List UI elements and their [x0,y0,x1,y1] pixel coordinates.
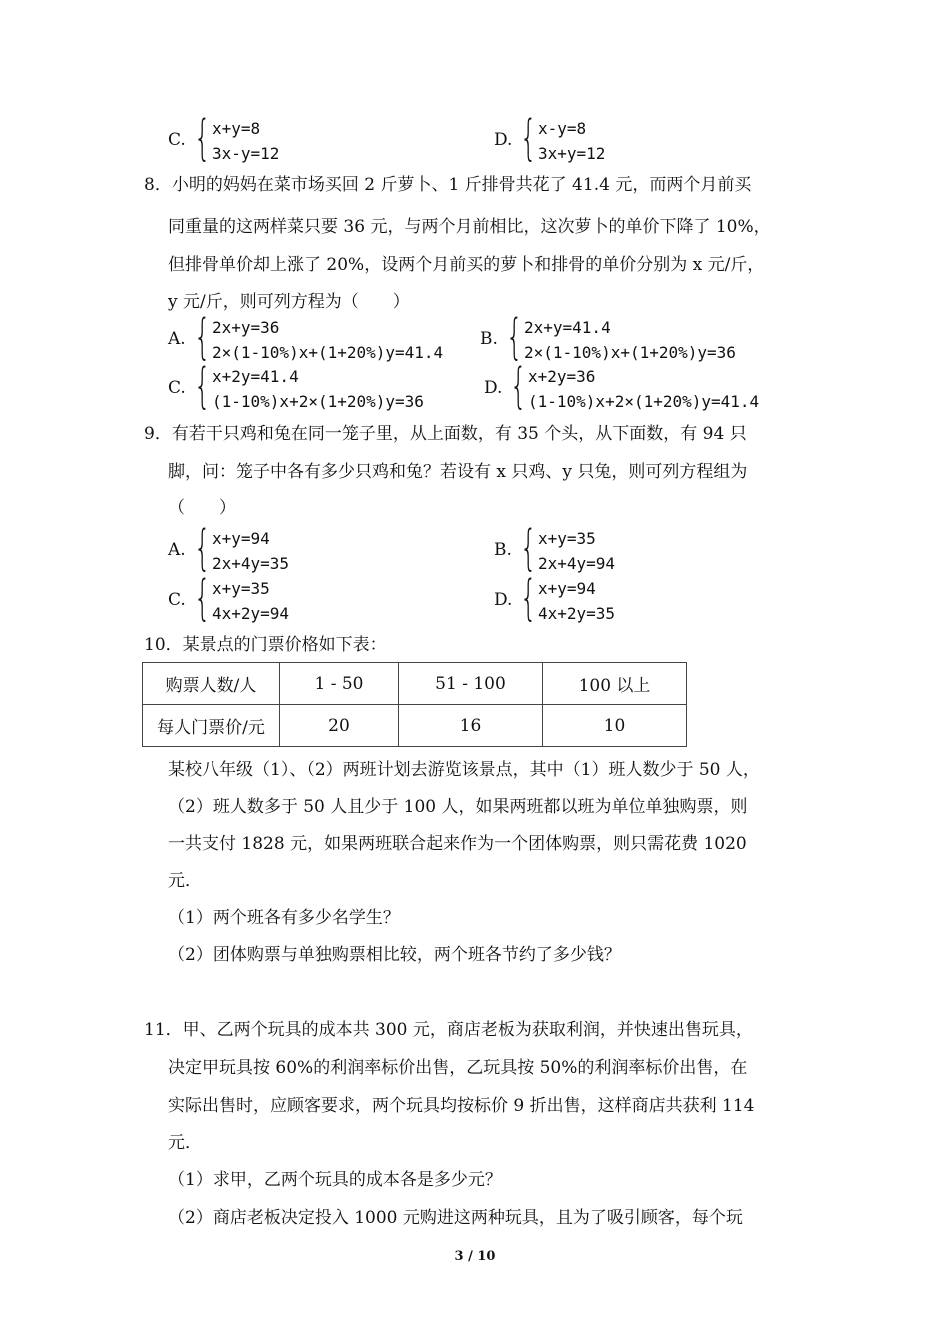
brace-icon: { [520,520,537,576]
table-cell: 10 [543,705,687,747]
q7-option-c [168,110,468,168]
q10-line-4: 元． [168,871,202,891]
q10-line-2: （2）班人数多于 50 人且少于 100 人，如果两班都以班为单位单独购票，则 [168,797,748,817]
equation-2: 2x+4y=94 [538,554,616,573]
q8-option-a [168,309,456,367]
equation-1: x+y=35 [538,529,596,548]
equation-1: 2x+y=36 [212,318,280,337]
q9-line-1: 9．有若干只鸡和兔在同一笼子里，从上面数，有 35 个头，从下面数，有 94 只 [144,424,747,444]
brace-icon: { [194,520,211,576]
q8-option-c [168,358,442,416]
table-cell: 51 - 100 [399,663,543,705]
option-label: B. [480,329,498,349]
brace-icon: { [194,110,211,166]
q10-line-1: 某校八年级（1）、（2）两班计划去游览该景点，其中（1）班人数少于 50 人， [168,760,760,780]
brace-icon: { [194,358,211,414]
q10-line-3: 一共支付 1828 元，如果两班联合起来作为一个团体购票，则只需花费 1020 [168,834,747,854]
q11-line-3: 实际出售时，应顾客要求，两个玩具均按标价 9 折出售，这样商店共获利 114 [168,1096,755,1116]
equation-1: x+y=94 [212,529,270,548]
table-cell: 20 [280,705,399,747]
equation-2: 3x+y=12 [538,144,606,163]
q11-sub-question-1: （1）求甲，乙两个玩具的成本各是多少元？ [168,1170,502,1190]
option-label: B. [494,540,512,560]
option-label: D. [494,130,513,150]
q8-line-1: 8．小明的妈妈在菜市场买回 2 斤萝卜、1 斤排骨共花了 41.4 元，而两个月前买 [144,175,752,195]
equation-1: x+2y=36 [528,367,596,386]
q8-line-4: y 元/斤，则可列方程为（ ） [168,292,410,312]
q9-line-3: （ ） [168,498,236,518]
q10-sub-question-2: （2）团体购票与单独购票相比较，两个班各节约了多少钱？ [168,945,621,965]
option-label: C. [168,378,186,398]
table-cell: 100 以上 [543,663,687,705]
equation-2: 4x+2y=35 [538,604,616,623]
equation-2: 4x+2y=94 [212,604,290,623]
q9-option-b [494,520,794,578]
q9-line-2: 脚，问：笼子中各有多少只鸡和兔？若设有 x 只鸡、y 只兔，则可列方程组为 [168,462,748,482]
equation-2: 2x+4y=35 [212,554,290,573]
option-label: A. [168,329,186,349]
table-cell: 购票人数/人 [143,663,280,705]
table-row [143,705,687,747]
equation-2: 2×(1-10%)x+(1+20%)y=41.4 [212,343,444,362]
table-row [143,663,687,705]
page-number: 3 / 10 [454,1249,496,1264]
equation-1: 2x+y=41.4 [524,318,611,337]
q11-line-4: 元． [168,1133,202,1153]
q10-intro: 10．某景点的门票价格如下表： [144,635,387,655]
equation-2: (1-10%)x+2×(1+20%)y=36 [212,392,424,411]
brace-icon: { [520,110,537,166]
table-cell: 16 [399,705,543,747]
equation-2: 3x-y=12 [212,144,280,163]
brace-icon: { [194,309,211,365]
q10-sub-question-1: （1）两个班各有多少名学生？ [168,908,400,928]
ticket-price-table [142,662,687,747]
brace-icon: { [520,570,537,626]
q11-line-2: 决定甲玩具按 60%的利润率标价出售，乙玩具按 50%的利润率标价出售，在 [168,1058,748,1078]
equation-1: x+2y=41.4 [212,367,299,386]
q7-option-d [494,110,794,168]
equation-1: x+y=8 [212,119,261,138]
option-label: C. [168,590,186,610]
q9-option-a [168,520,468,578]
q9-option-d [494,570,794,628]
equation-2: 2×(1-10%)x+(1+20%)y=36 [524,343,736,362]
option-label: D. [484,378,503,398]
brace-icon: { [506,309,523,365]
table-cell: 每人门票价/元 [143,705,280,747]
option-label: C. [168,130,186,150]
option-label: D. [494,590,513,610]
brace-icon: { [194,570,211,626]
brace-icon: { [510,358,527,414]
q8-line-2: 同重量的这两样菜只要 36 元，与两个月前相比，这次萝卜的单价下降了 10%， [168,217,771,237]
equation-1: x+y=35 [212,579,270,598]
q11-sub-question-2: （2）商店老板决定投入 1000 元购进这两种玩具，且为了吸引顾客，每个玩 [168,1208,743,1228]
equation-1: x-y=8 [538,119,587,138]
q8-line-3: 但排骨单价却上涨了 20%，设两个月前买的萝卜和排骨的单价分别为 x 元/斤， [168,255,765,275]
equation-2: (1-10%)x+2×(1+20%)y=41.4 [528,392,760,411]
equation-1: x+y=94 [538,579,596,598]
option-label: A. [168,540,186,560]
q9-option-c [168,570,468,628]
q11-line-1: 11．甲、乙两个玩具的成本共 300 元，商店老板为获取利润，并快速出售玩具， [144,1020,753,1040]
q8-option-d [484,358,774,416]
table-cell: 1 - 50 [280,663,399,705]
